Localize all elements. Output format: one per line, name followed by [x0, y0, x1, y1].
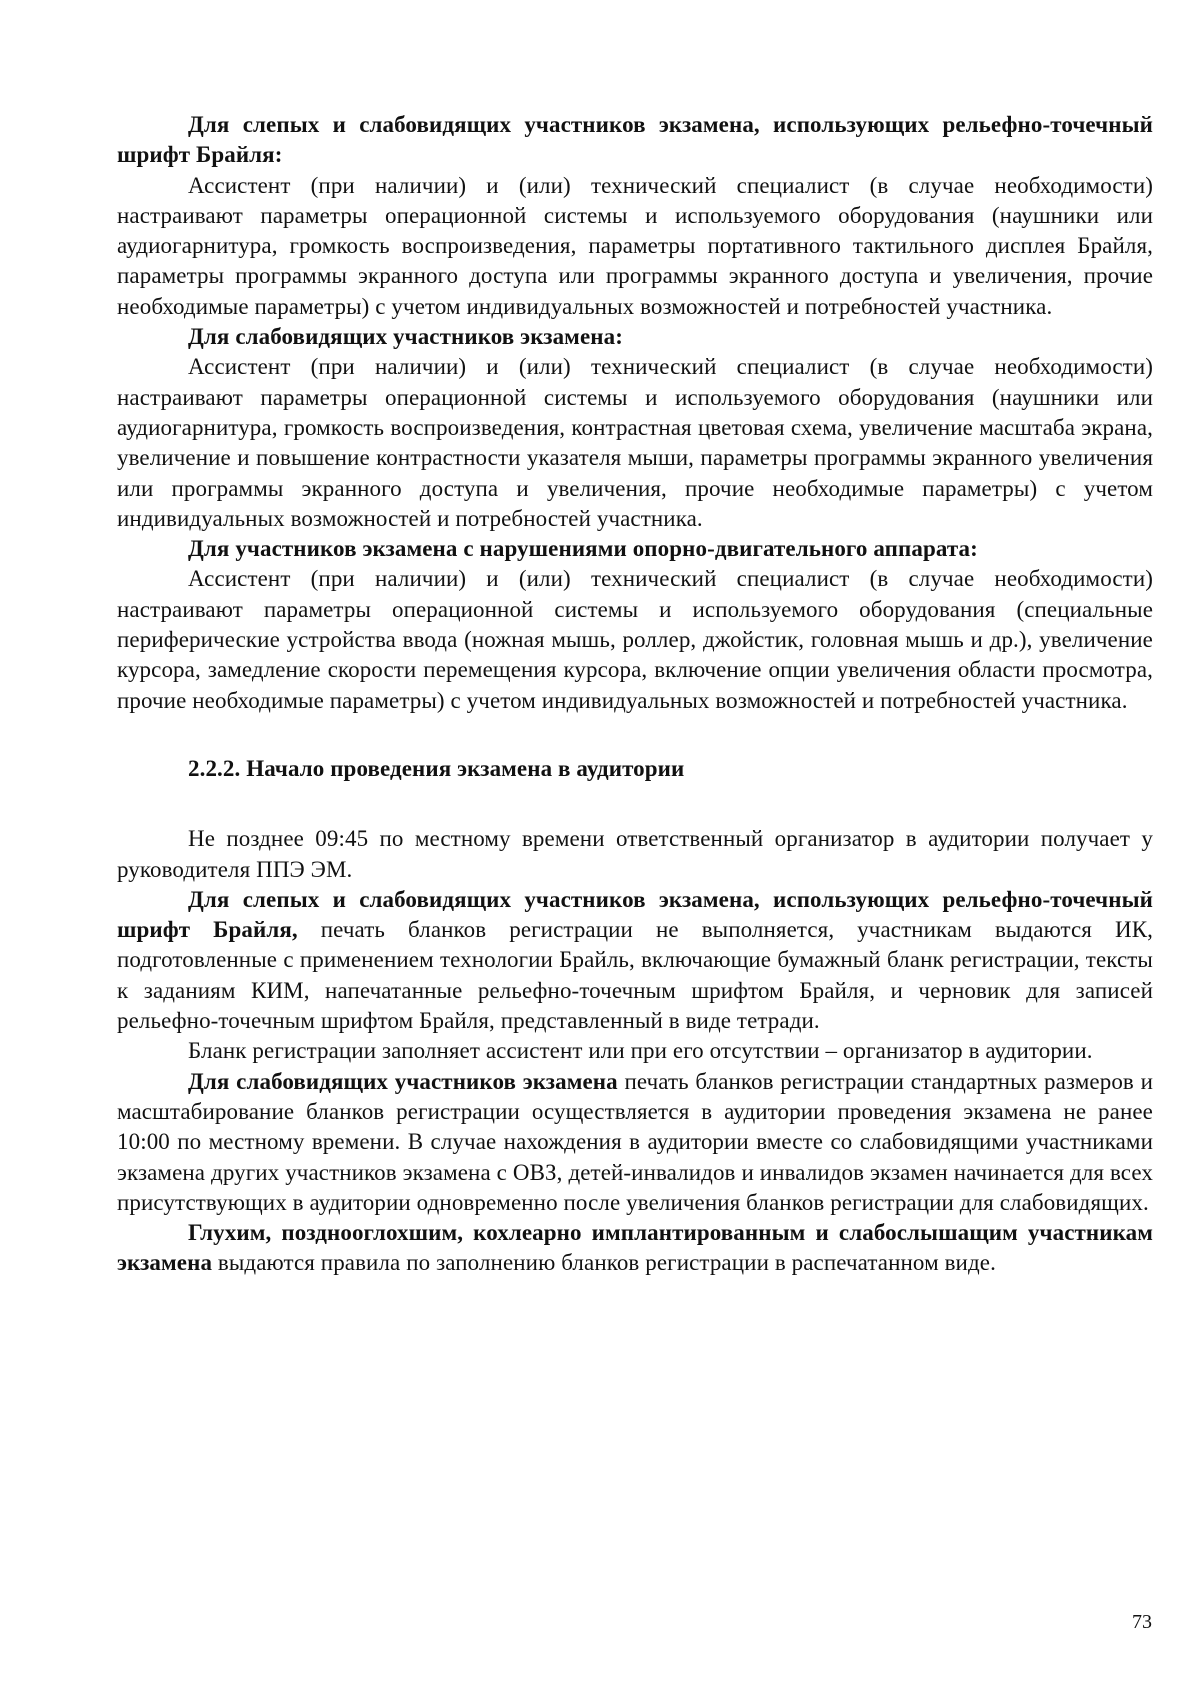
paragraph-hearing-forms	[117, 1218, 1153, 1279]
paragraph-low-vision-settings	[117, 352, 1153, 534]
paragraph-text: Ассистент (при наличии) и (или) технический специалист (в случае необходимости) настраивают параметры операционной системы и используемого оборудования (наушники или аудиогарнитура, громкость воспроизведения, контрастная цветовая схема, увеличение масштаба экрана, увеличение и повышение контрастности указателя мыши, параметры программы экранного увеличения или программы экранного доступа и увеличения, прочие необходимые параметры) с учетом индивидуальных возможностей и потребностей участника.	[117, 354, 1153, 531]
paragraph-text: Ассистент (при наличии) и (или) технический специалист (в случае необходимости) настраивают параметры операционной системы и используемого оборудования (специальные периферические устройства ввода (ножная мышь, роллер, джойстик, головная мышь и др.), увеличение курсора, замедление скорости перемещения курсора, включение опции увеличения области просмотра, прочие необходимые параметры) с учетом индивидуальных возможностей и потребностей участника.	[117, 566, 1153, 713]
paragraph-text: Не позднее 09:45 по местному времени ответственный организатор в аудитории получает у руководителя ППЭ ЭМ.	[117, 826, 1153, 882]
paragraph-braille-forms	[117, 885, 1153, 1036]
paragraph-text: Ассистент (при наличии) и (или) технический специалист (в случае необходимости) настраивают параметры операционной системы и используемого оборудования (наушники или аудиогарнитура, громкость воспроизведения, параметры портативного тактильного дисплея Брайля, параметры программы экранного доступа или программы экранного доступа и увеличения, прочие необходимые параметры) с учетом индивидуальных возможностей и потребностей участника.	[117, 172, 1153, 319]
document-page	[117, 110, 1153, 1279]
paragraph-low-vision-heading	[117, 322, 1153, 352]
page-number: 73	[1132, 1611, 1152, 1633]
paragraph-motor-settings	[117, 564, 1153, 715]
bold-lead: Для участников экзамена с нарушениями опорно-двигательного аппарата:	[188, 536, 978, 562]
bold-lead: Для слабовидящих участников экзамена	[188, 1068, 618, 1094]
bold-lead: Для слепых и слабовидящих участников экзамена, использующих рельефно-точечный шрифт Брайля:	[117, 112, 1153, 168]
paragraph-motor-heading	[117, 534, 1153, 564]
paragraph-registration-form	[117, 1036, 1153, 1066]
paragraph-low-vision-forms	[117, 1067, 1153, 1218]
paragraph-text: выдаются правила по заполнению бланков регистрации в распечатанном виде.	[212, 1250, 996, 1276]
section-heading: 2.2.2. Начало проведения экзамена в аудитории	[188, 755, 685, 781]
paragraph-text: печать бланков регистрации не выполняется, участникам выдаются ИК, подготовленные с применением технологии Брайль, включающие бумажный бланк регистрации, тексты к заданиям КИМ, напечатанные рельефно-точечным шрифтом Брайля, и черновик для записей рельефно-точечным шрифтом Брайля, представленный в виде тетради.	[117, 917, 1153, 1034]
paragraph-start-time	[117, 824, 1153, 885]
bold-lead: Для слепых и слабовидящих участников экзамена, использующих рельефно-точечный шрифт Брайля,	[117, 886, 1153, 943]
bold-lead: Глухим, позднооглохшим, кохлеарно имплантированным и слабослышащим участникам экзамена	[117, 1220, 1153, 1276]
paragraph-text: Бланк регистрации заполняет ассистент или при его отсутствии – организатор в аудитории.	[188, 1038, 1093, 1064]
paragraph-braille-settings	[117, 171, 1153, 322]
paragraph-braille-heading	[117, 110, 1153, 171]
paragraph-text: печать бланков регистрации стандартных размеров и масштабирование бланков регистрации осуществляется в аудитории проведения экзамена не ранее 10:00 по местному времени. В случае нахождения в аудитории вместе со слабовидящими участниками экзамена других участников экзамена с ОВЗ, детей-инвалидов и инвалидов экзамен начинается для всех присутствующих в аудитории одновременно после увеличения бланков регистрации для слабовидящих.	[117, 1068, 1153, 1215]
bold-lead: Для слабовидящих участников экзамена:	[188, 324, 623, 350]
